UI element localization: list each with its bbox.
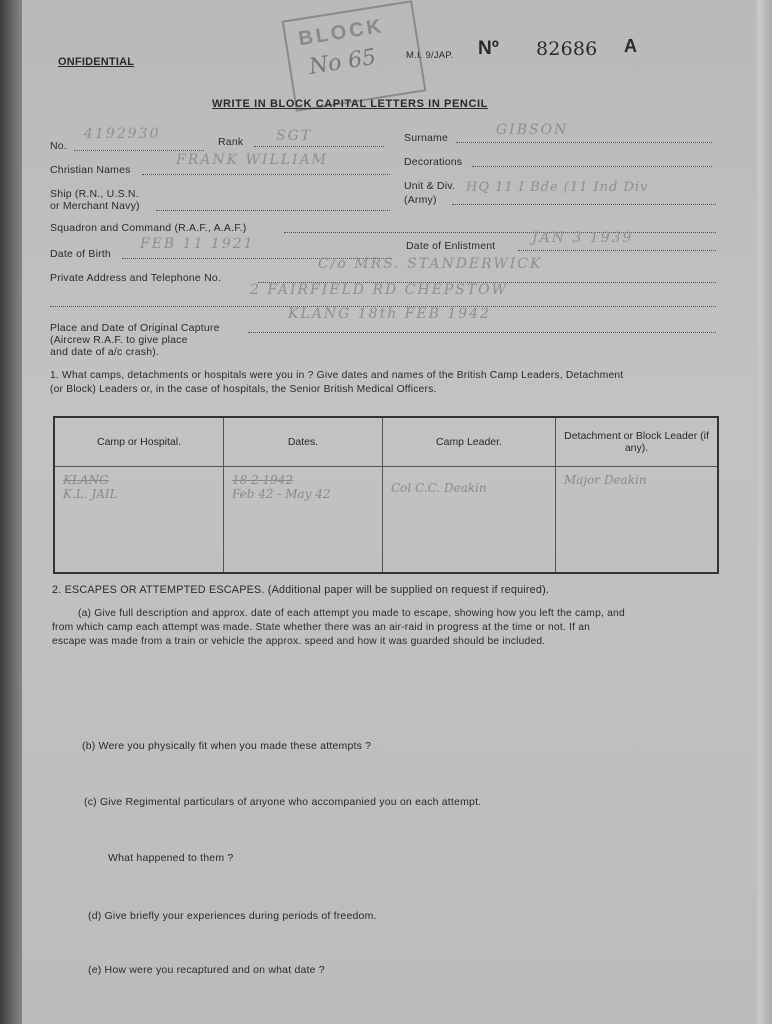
cell-camp [54,467,224,574]
capture-label-3: and date of a/c crash). [50,346,160,358]
no-line [74,150,204,151]
enlistment-line [518,250,716,251]
ship-label-2: or Merchant Navy) [50,200,140,212]
address-value-2: 2 FAIRFIELD RD CHEPSTOW [250,282,509,298]
ship-line [156,210,390,211]
serial-suffix: A [624,36,638,56]
number-prefix: Nº [478,38,500,59]
header-camp-leader: Camp Leader. [383,417,556,467]
block-stamp-label: BLOCK [297,15,386,51]
unit-line [452,204,716,205]
no-label: No. [50,140,67,152]
christian-names-line [142,174,390,175]
unit-label-1: Unit & Div. [404,180,456,192]
decorations-line [472,166,712,167]
camps-table-header-row [54,417,718,467]
address-value-1: C/o MRS. STANDERWICK [318,256,543,272]
confidential-label: ONFIDENTIAL [58,56,135,68]
christian-names-label: Christian Names [50,164,131,176]
surname-line [456,142,712,143]
table-row [54,467,718,574]
cell-dates [224,467,383,574]
capture-label-2: (Aircrew R.A.F. to give place [50,334,188,346]
rank-line [254,146,384,147]
header-camp-or-hospital: Camp or Hospital. [54,417,224,467]
ship-label-1: Ship (R.N., U.S.N. [50,188,139,200]
questionnaire-form [22,0,756,1024]
christian-names-value: FRANK WILLIAM [176,152,329,168]
camps-table [53,416,719,574]
form-title: WRITE IN BLOCK CAPITAL LETTERS IN PENCIL [212,98,488,110]
capture-line [248,332,716,333]
header-detachment-leader: Detachment or Block Leader (if any). [556,417,719,467]
section-2c: (c) Give Regimental particulars of anyone who accompanied you on each attempt. [84,796,482,808]
dob-label: Date of Birth [50,248,111,260]
section-2d: (d) Give briefly your experiences during periods of freedom. [88,910,377,922]
camp-entry: K.L. JAIL [63,487,118,501]
camp-struck-entry: KLANG [63,473,109,487]
surname-value: GIBSON [496,122,569,138]
address-label: Private Address and Telephone No. [50,272,222,284]
block-stamp-number: No 65 [307,44,378,80]
capture-value: KLANG 18th FEB 1942 [288,306,491,322]
unit-label-2: (Army) [404,194,437,206]
dates-entry: Feb 42 - May 42 [232,487,331,501]
question-1-line-1: 1. What camps, detachments or hospitals were you in ? Give dates and names of the British Camp Leaders, Detachment [50,370,624,381]
enlistment-value: JAN 3 1939 [532,230,634,246]
squadron-label: Squadron and Command (R.A.F., A.A.F.) [50,222,247,234]
unit-value: HQ 11 I Bde (11 Ind Div [466,180,649,195]
section-2c-followup: What happened to them ? [108,852,234,864]
cell-camp-leader [383,467,556,574]
question-1-line-2: (or Block) Leaders or, in the case of hospitals, the Senior British Medical Officers. [50,384,437,395]
rank-value: SGT [276,128,313,144]
enlistment-label: Date of Enlistment [406,240,496,252]
header-dates: Dates. [224,417,383,467]
block-stamp [282,0,427,112]
serial-number: 82686 [536,38,598,60]
dob-value: FEB 11 1921 [140,236,255,252]
section-2a-line-3: escape was made from a train or vehicle the approx. speed and how it was guarded should be included. [52,636,546,647]
cell-detachment-leader [556,467,719,574]
section-2b: (b) Were you physically fit when you made these attempts ? [82,740,372,752]
dates-struck-entry: 18 2 1942 [232,473,294,487]
surname-label: Surname [404,132,449,144]
squadron-line [284,232,716,233]
section-2a-line-1: (a) Give full description and approx. date of each attempt you made to escape, showing how you left the camp, and [78,608,625,619]
section-2a-line-2: from which camp each attempt was made. State whether there was an air-raid in progress at the time or not. If an [52,622,591,633]
form-code: M.I. 9/JAP. [406,50,454,61]
section-2e: (e) How were you recaptured and on what date ? [88,964,325,976]
rank-label: Rank [218,136,244,148]
decorations-label: Decorations [404,156,463,168]
detachment-leader-entry: Major Deakin [564,473,647,487]
camp-leader-entry: Col C.C. Deakin [391,481,487,495]
no-value: 4192930 [84,126,161,142]
section-2-heading: 2. ESCAPES OR ATTEMPTED ESCAPES. (Additional paper will be supplied on request if required). [52,584,550,596]
capture-label-1: Place and Date of Original Capture [50,322,220,334]
